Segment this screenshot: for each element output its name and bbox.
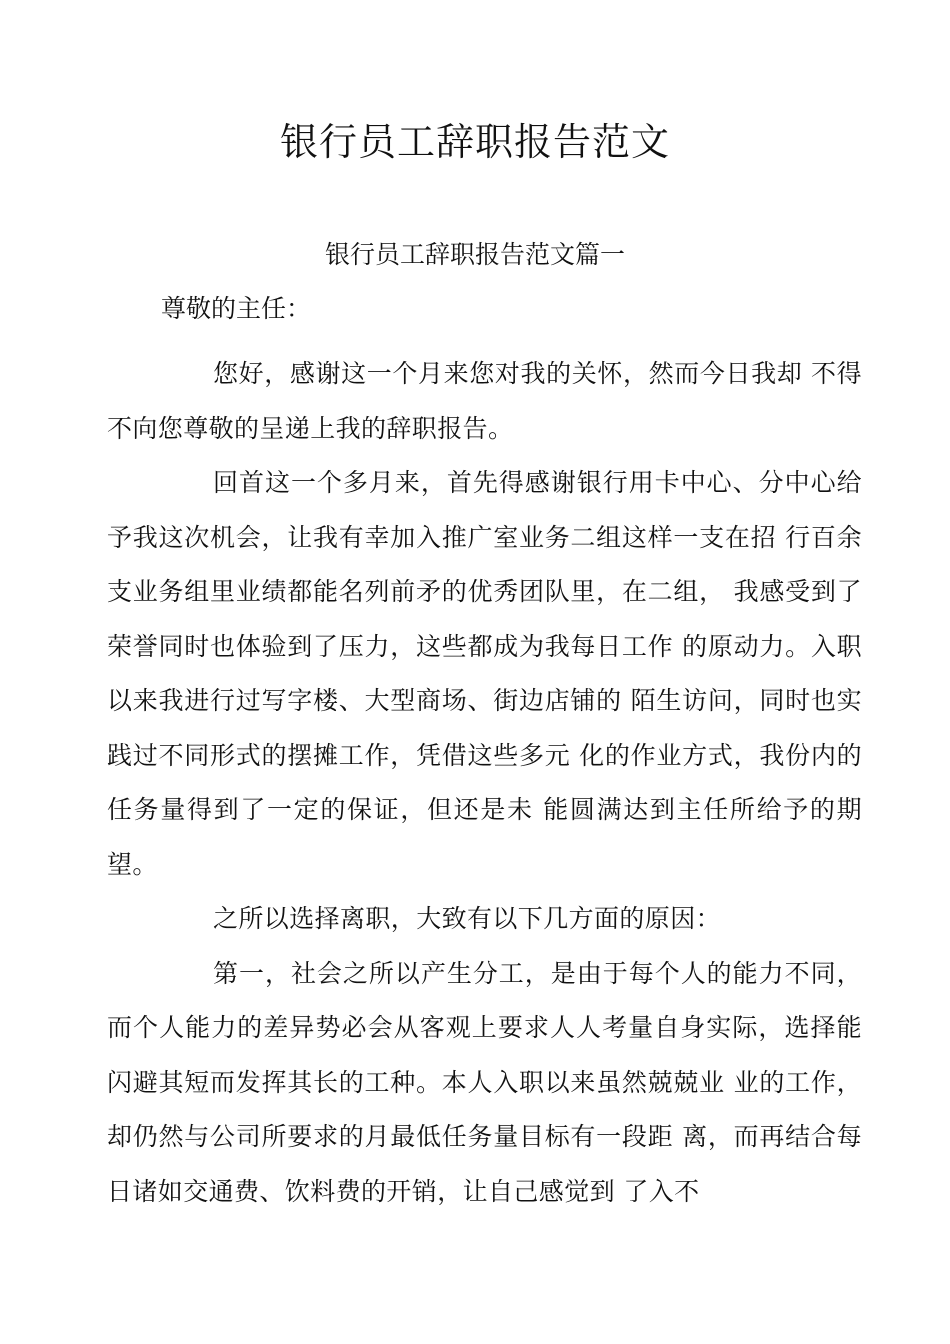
salutation: 尊敬的主任： <box>161 294 312 323</box>
paragraph-3: 之所以选择离职，大致有以下几方面的原因： <box>213 904 722 933</box>
section-title: 银行员工辞职报告范文篇一 <box>324 240 625 269</box>
paragraph-2: 回首这一个多月来，首先得感谢银行用卡中心、分中心给予我这次机会，让我有幸加入推广室业务二组这样一支在招 行百余支业务组里业绩都能名列前矛的优秀团队里，在二组， 我感受到了荣誉同时也体验到了压力，这些都成为我每日工作 的原动力。入职以来我进行过写字楼、大型商场、街边店铺的 陌生访问，同时也实践过不同形式的摆摊工作，凭借这些多元 化的作业方式，我份内的任务量得到了一定的保证，但还是未 能圆满达到主任所给予的期望。 <box>107 468 862 879</box>
letter-body <box>107 347 862 1219</box>
paragraph-1: 您好，感谢这一个月来您对我的关怀，然而今日我却 不得不向您尊敬的呈递上我的辞职报告。 <box>107 359 862 443</box>
paragraph-4: 第一，社会之所以产生分工，是由于每个人的能力不同，而个人能力的差异势必会从客观上要求人人考量自身实际，选择能闪避其短而发挥其长的工种。本人入职以来虽然兢兢业 业的工作，却仍然与公司所要求的月最低任务量目标有一段距 离，而再结合每日诸如交通费、饮料费的开销，让自己感觉到 了入不 <box>107 958 862 1206</box>
document-title: 银行员工辞职报告范文 <box>279 120 670 164</box>
